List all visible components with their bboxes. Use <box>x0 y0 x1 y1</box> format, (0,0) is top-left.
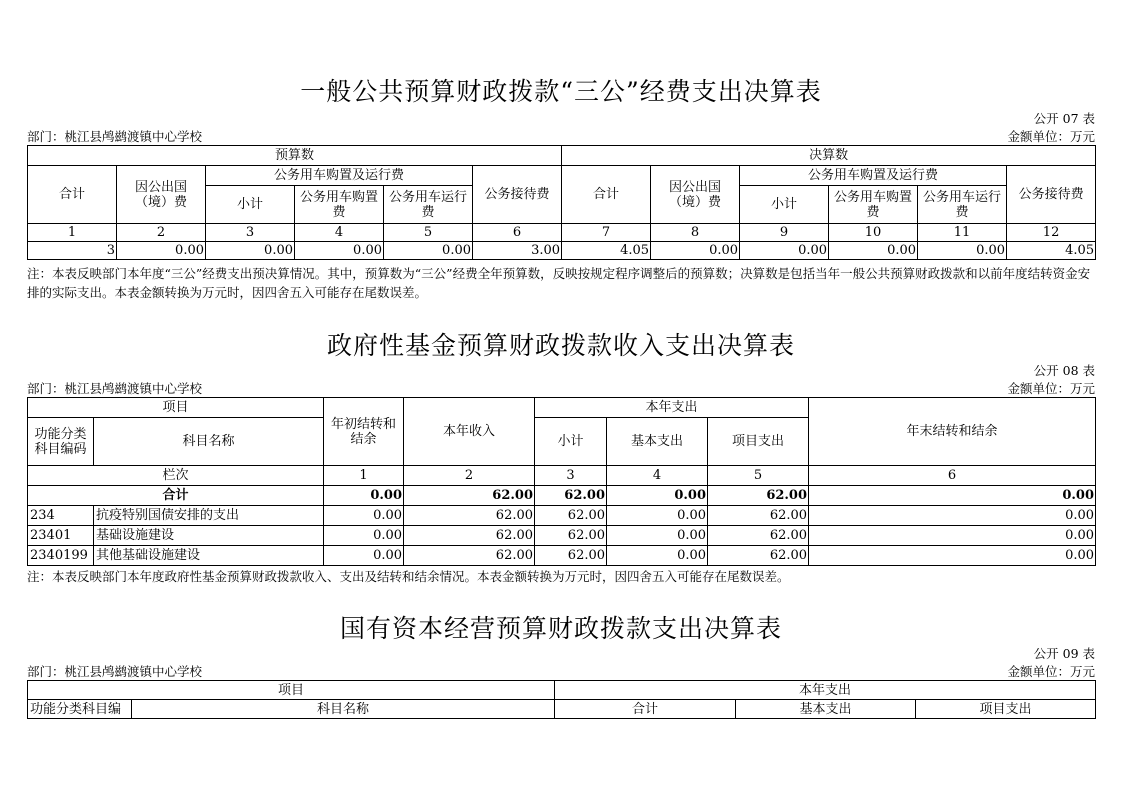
header-car-purchase: 公务用车购置费 <box>295 186 384 224</box>
header-abroad: 因公出国（境）费 <box>117 166 206 224</box>
cell-value: 0.00 <box>324 506 404 526</box>
header-total: 合计 <box>555 700 736 719</box>
cell-value: 0.00 <box>809 526 1096 546</box>
column-number: 8 <box>651 224 740 242</box>
header-car-running: 公务用车运行费 <box>918 186 1007 224</box>
header-car: 公务用车购置及运行费 <box>740 166 1007 186</box>
header-abroad: 因公出国（境）费 <box>651 166 740 224</box>
table-row <box>28 526 1096 546</box>
column-number: 4 <box>607 466 708 486</box>
column-number: 2 <box>404 466 535 486</box>
cell-value: 62.00 <box>535 526 607 546</box>
column-number: 7 <box>562 224 651 242</box>
table-09-form-no: 公开 09 表 <box>1033 646 1095 661</box>
column-number: 10 <box>829 224 918 242</box>
column-number: 1 <box>324 466 404 486</box>
column-number: 5 <box>708 466 809 486</box>
cell-value: 0.00 <box>829 242 918 260</box>
cell-value: 0.00 <box>607 486 708 506</box>
table-07-department: 部门：桃江县鸬鹚渡镇中心学校 <box>27 129 203 144</box>
cell-value: 4.05 <box>1007 242 1096 260</box>
cell-value: 0.00 <box>809 486 1096 506</box>
header-subtotal: 小计 <box>535 418 607 466</box>
header-code: 功能分类科目编 <box>28 700 132 719</box>
column-number: 6 <box>809 466 1096 486</box>
header-car: 公务用车购置及运行费 <box>206 166 473 186</box>
table-07-note: 注：本表反映部门本年度“三公”经费支出预决算情况。其中，预算数为“三公”经费全年预算数，反映按规定程序调整后的预算数；决算数是包括当年一般公共预算财政拨款和以前年度结转资金安排的实际支出。本表金额转换为万元时，因四舍五入可能存在尾数误差。 <box>27 266 1091 300</box>
cell-value: 3 <box>28 242 117 260</box>
cell-value: 62.00 <box>535 546 607 566</box>
column-number: 3 <box>535 466 607 486</box>
column-number: 1 <box>28 224 117 242</box>
cell-value: 0.00 <box>324 486 404 506</box>
cell-value: 0.00 <box>324 526 404 546</box>
cell-value: 62.00 <box>404 546 535 566</box>
header-lanci: 栏次 <box>28 466 324 486</box>
cell-value: 0.00 <box>809 506 1096 526</box>
cell-code: 2340199 <box>28 546 94 566</box>
total-row <box>28 486 1096 506</box>
cell-value: 3.00 <box>473 242 562 260</box>
cell-value: 62.00 <box>404 486 535 506</box>
header-item: 项目 <box>28 398 324 418</box>
cell-value: 62.00 <box>535 506 607 526</box>
header-project: 项目支出 <box>708 418 809 466</box>
header-basic: 基本支出 <box>736 700 916 719</box>
column-number: 6 <box>473 224 562 242</box>
table-row <box>28 506 1096 526</box>
cell-name: 抗疫特别国债安排的支出 <box>94 506 324 526</box>
header-reception: 公务接待费 <box>1007 166 1096 224</box>
table-row <box>28 546 1096 566</box>
table-08 <box>27 397 1096 566</box>
cell-value: 62.00 <box>404 506 535 526</box>
table-08-unit: 金额单位：万元 <box>1007 381 1095 396</box>
cell-value: 0.00 <box>607 526 708 546</box>
header-reception: 公务接待费 <box>473 166 562 224</box>
table-07 <box>27 145 1096 260</box>
header-car-purchase: 公务用车购置费 <box>829 186 918 224</box>
cell-value: 0.00 <box>324 546 404 566</box>
column-number: 9 <box>740 224 829 242</box>
header-project: 项目支出 <box>916 700 1096 719</box>
header-total: 合计 <box>28 166 117 224</box>
header-spend: 本年支出 <box>555 681 1096 700</box>
header-name: 科目名称 <box>132 700 555 719</box>
cell-value: 0.00 <box>651 242 740 260</box>
cell-value: 0.00 <box>918 242 1007 260</box>
cell-value: 0.00 <box>295 242 384 260</box>
table-08-note: 注：本表反映部门本年度政府性基金预算财政拨款收入、支出及结转和结余情况。本表金额转换为万元时，因四舍五入可能存在尾数误差。 <box>27 569 790 584</box>
table-09 <box>27 680 1096 719</box>
header-subtotal: 小计 <box>206 186 295 224</box>
header-income: 本年收入 <box>404 398 535 466</box>
header-basic: 基本支出 <box>607 418 708 466</box>
column-number: 2 <box>117 224 206 242</box>
cell-value: 0.00 <box>117 242 206 260</box>
header-car-running: 公务用车运行费 <box>384 186 473 224</box>
cell-value: 62.00 <box>404 526 535 546</box>
table-row <box>28 242 1096 260</box>
header-item: 项目 <box>28 681 555 700</box>
column-number: 12 <box>1007 224 1096 242</box>
cell-value: 62.00 <box>708 546 809 566</box>
cell-code: 23401 <box>28 526 94 546</box>
cell-value: 0.00 <box>809 546 1096 566</box>
total-label: 合计 <box>28 486 324 506</box>
column-number: 3 <box>206 224 295 242</box>
column-number: 4 <box>295 224 384 242</box>
header-budget: 预算数 <box>28 146 562 166</box>
column-number-row <box>28 466 1096 486</box>
cell-value: 62.00 <box>535 486 607 506</box>
cell-value: 0.00 <box>740 242 829 260</box>
cell-value: 0.00 <box>206 242 295 260</box>
cell-value: 4.05 <box>562 242 651 260</box>
header-final: 决算数 <box>562 146 1096 166</box>
cell-code: 234 <box>28 506 94 526</box>
table-09-title: 国有资本经营预算财政拨款支出决算表 <box>339 614 782 643</box>
cell-name: 基础设施建设 <box>94 526 324 546</box>
header-total: 合计 <box>562 166 651 224</box>
table-07-title: 一般公共预算财政拨款“三公”经费支出决算表 <box>300 77 822 106</box>
table-07-form-no: 公开 07 表 <box>1033 111 1095 126</box>
column-number-row <box>28 224 1096 242</box>
header-begin-balance: 年初结转和结余 <box>324 398 404 466</box>
cell-value: 62.00 <box>708 506 809 526</box>
header-code: 功能分类科目编码 <box>28 418 94 466</box>
table-09-department: 部门：桃江县鸬鹚渡镇中心学校 <box>27 664 203 679</box>
table-08-title: 政府性基金预算财政拨款收入支出决算表 <box>326 331 795 360</box>
header-subtotal: 小计 <box>740 186 829 224</box>
cell-value: 62.00 <box>708 486 809 506</box>
cell-value: 0.00 <box>607 506 708 526</box>
cell-value: 0.00 <box>607 546 708 566</box>
table-08-form-no: 公开 08 表 <box>1033 363 1095 378</box>
table-08-department: 部门：桃江县鸬鹚渡镇中心学校 <box>27 381 203 396</box>
column-number: 11 <box>918 224 1007 242</box>
header-end-balance: 年末结转和结余 <box>809 398 1096 466</box>
column-number: 5 <box>384 224 473 242</box>
header-name: 科目名称 <box>94 418 324 466</box>
cell-value: 0.00 <box>384 242 473 260</box>
table-09-unit: 金额单位：万元 <box>1007 664 1095 679</box>
cell-value: 62.00 <box>708 526 809 546</box>
cell-name: 其他基础设施建设 <box>94 546 324 566</box>
header-spend: 本年支出 <box>535 398 809 418</box>
table-07-unit: 金额单位：万元 <box>1007 129 1095 144</box>
